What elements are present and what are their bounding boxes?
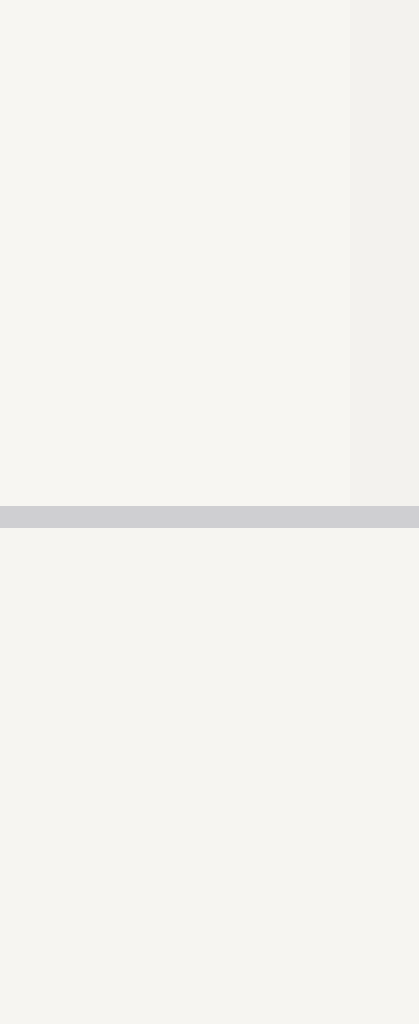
main-menu-panel [0,528,419,1024]
right-cover-panel [350,0,419,506]
family-dinner-panel [0,0,350,506]
page-gap [0,506,419,528]
